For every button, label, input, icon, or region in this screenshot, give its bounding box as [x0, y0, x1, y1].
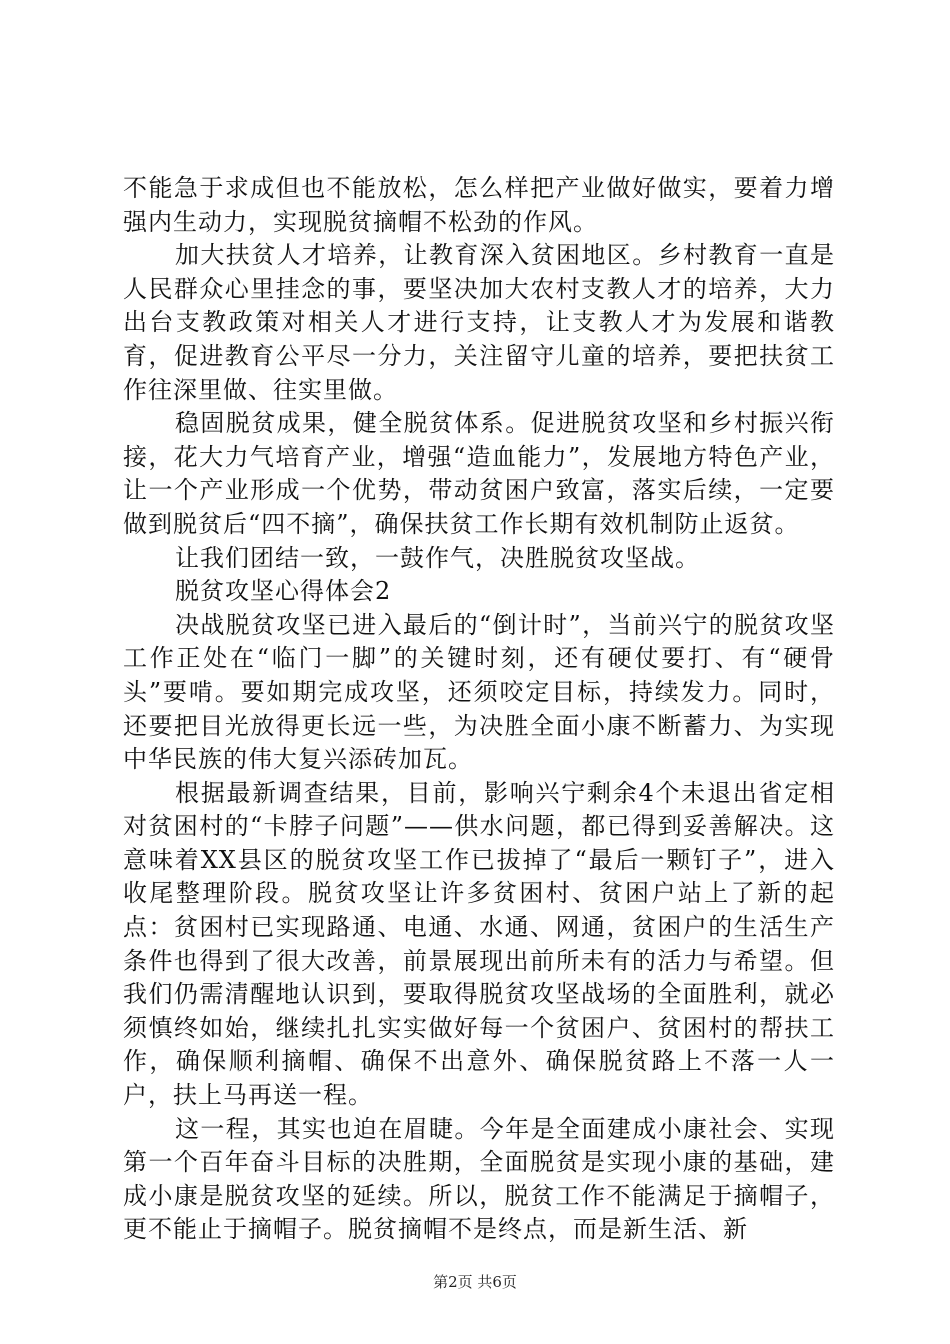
paragraph-consolidate-results: 稳固脱贫成果，健全脱贫体系。促进脱贫攻坚和乡村振兴衔接，花大力气培育产业，增强“造血能力”，发展地方特色产业，让一个产业形成一个优势，带动贫困户致富，落实后续，一定要做到脱贫后“四不摘”，确保扶贫工作长期有效机制防止返贫。	[123, 409, 835, 538]
page-number-label: 第2页 共6页	[433, 1273, 517, 1291]
document-body	[123, 172, 835, 1247]
paragraph-continuation: 不能急于求成但也不能放松，怎么样把产业做好做实，要着力增强内生动力，实现脱贫摘帽不松劲的作风。	[123, 174, 835, 236]
paragraph-urgent: 这一程，其实也迫在眉睫。今年是全面建成小康社会、实现第一个百年奋斗目标的决胜期，全面脱贫是实现小康的基础，建成小康是脱贫攻坚的延续。所以，脱贫工作不能满足于摘帽子，更不能止于摘帽子。脱贫摘帽不是终点，而是新生活、新	[123, 1114, 835, 1244]
page-footer	[0, 1272, 950, 1292]
paragraph-countdown: 决战脱贫攻坚已进入最后的“倒计时”，当前兴宁的脱贫攻坚工作正处在“临门一脚”的关键时刻，还有硬仗要打、有“硬骨头”要啃。要如期完成攻坚，还须咬定目标，持续发力。同时，还要把目光放得更长远一些，为决胜全面小康不断蓄力、为实现中华民族的伟大复兴添砖加瓦。	[123, 610, 835, 774]
section-heading: 脱贫攻坚心得体会2	[175, 577, 392, 606]
paragraph-talent-training: 加大扶贫人才培养，让教育深入贫困地区。乡村教育一直是人民群众心里挂念的事，要坚决加大农村支教人才的培养，大力出台支教政策对相关人才进行支持，让支教人才为发展和谐教育，促进教育公平尽一分力，关注留守儿童的培养，要把扶贫工作往深里做、往实里做。	[123, 241, 835, 404]
paragraph-survey-results: 根据最新调查结果，目前，影响兴宁剩余4个未退出省定相对贫困村的“卡脖子问题”——供水问题，都已得到妥善解决。这意味着XX县区的脱贫攻坚工作已拔掉了“最后一颗钉子”，进入收尾整理阶段。脱贫攻坚让许多贫困村、贫困户站上了新的起点：贫困村已实现路通、电通、水通、网通，贫困户的生活生产条件也得到了很大改善，前景展现出前所未有的活力与希望。但我们仍需清醒地认识到，要取得脱贫攻坚战场的全面胜利，就必须慎终如始，继续扎扎实实做好每一个贫困户、贫困村的帮扶工作，确保顺利摘帽、确保不出意外、确保脱贫路上不落一人一户，扶上马再送一程。	[123, 778, 835, 1110]
paragraph-unite: 让我们团结一致，一鼓作气，决胜脱贫攻坚战。	[175, 543, 700, 572]
